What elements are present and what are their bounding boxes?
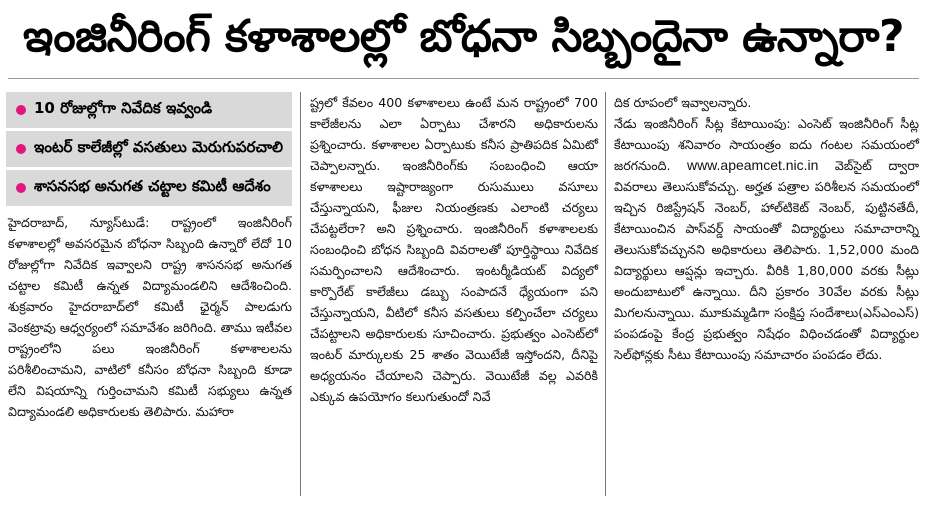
pink-bullet-icon — [16, 183, 26, 193]
highlight-text: 10 రోజుల్లోగా నివేదిక ఇవ్వండి — [34, 99, 213, 117]
highlight-text: శాసనసభ అనుగత చట్టాల కమిటీ ఆదేశం — [34, 177, 271, 195]
highlight-text: ఇంటర్ కాలేజీల్లో వసతులు మెరుగుపరచాలి — [34, 138, 283, 156]
headline-divider — [8, 78, 919, 79]
website-url: www.apeamcet.nic.in — [686, 157, 819, 173]
column-2-text: ష్ట్రలో కేవలం 400 కళాశాలలు ఉంటే మన రాష్ట్రంలో 700 కాలేజీలను ఎలా ఏర్పాటు చేశారని అధికారులను ప్రశ్నించారు. కళాశాలల ఏర్పాటుకు కనీస ప్రాతిపదిక ఏమిటో చెప్పాలన్నారు. ఇంజినీరింగ్‌కు సంబంధించి ఆయా కళాశాలలు ఇష్టారాజ్యంగా రుసుములు వసూలు చేస్తున్నాయని, ఫీజుల నియంత్రణకు ఎలాంటి చర్యలు చేపట్టలేరా? అని ప్రశ్నించారు. ఇంజినీరింగ్ కళాశాలలకు సంబంధించి బోధన సిబ్బంది వివరాలతో పూర్తిస్థాయి నివేదిక సమర్పించాలని ఆదేశించారు. ఇంటర్మీడియట్ విద్యలో కార్పొరేట్ కాలేజీలు డబ్బు సంపాదనే ధ్యేయంగా పని చేస్తున్నాయని, వీటిలో కనీస వసతులు కల్పించేలా చర్యలు చేపట్టాలని అధికారులకు సూచించారు. ప్రభుత్వం ఎంసెట్‌లో ఇంటర్ మార్కులకు 25 శాతం వెయిటేజీ ఇస్తోందని, దీనిపై అధ్యయనం చేయాలని చెప్పారు. వెయిటేజీ వల్ల ఎవరికి ఎక్కువ ఉపయోగం కలుగుతుందో నివే — [310, 95, 598, 404]
article-column-1 — [8, 212, 292, 422]
article-column-3 — [614, 92, 919, 365]
highlight-item — [6, 170, 292, 206]
column-1-text: హైదరాబాద్, న్యూస్‌టుడే: రాష్ట్రంలో ఇంజినీరింగ్ కళాశాలల్లో అవసరమైన బోధనా సిబ్బంది ఉన్నారో లేదో 10 రోజుల్లోగా నివేదిక ఇవ్వాలని రాష్ట్ర శాసనసభ అనుగత చట్టాల కమిటీ ఉన్నత విద్యామండలిని ఆదేశించింది. శుక్రవారం హైదరాబాద్‌లో కమిటీ ఛైర్మన్ పాలడుగు వెంకట్రావు ఆధ్వర్యంలో సమావేశం జరిగింది. తాము ఇటీవల రాష్ట్రంలోని పలు ఇంజినీరింగ్ కళాశాలలను పరిశీలించామని, వాటిలో కనీసం బోధనా సిబ్బంది కూడా లేని విషయాన్ని గుర్తించామని కమిటీ సభ్యులు ఉన్నత విద్యామండలి అధికారులకు తెలిపారు. మహారా — [8, 215, 292, 419]
headline: ఇంజినీరింగ్ కళాశాలల్లో బోధనా సిబ్బందైనా ఉన్నారా? — [23, 11, 904, 62]
seat-allocation-intro: నేడు ఇంజినీరింగ్ సీట్ల కేటాయింపు: ఎంసెట్ ఇంజినీరింగ్ సీట్ల కేటాయింపు శనివారం సాయంత్రం ఐదు గంటల సమయంలో జరగనుంది. — [614, 116, 919, 173]
column-3-para-1: దిక రూపంలో ఇవ్వాలన్నారు. — [614, 95, 752, 110]
pink-bullet-icon — [16, 144, 26, 154]
column-divider — [605, 92, 606, 496]
highlight-item — [6, 92, 292, 128]
highlights-box — [6, 92, 292, 212]
column-3-para-2 — [614, 113, 919, 365]
article-column-2 — [310, 92, 598, 407]
highlight-item — [6, 131, 292, 167]
seat-allocation-details: వెబ్‌సైట్ ద్వారా వివరాలు తెలుసుకోవచ్చు. అర్హత పత్రాల పరిశీలన సమయంలో ఇచ్చిన రిజిస్ట్రేషన్ నెంబర్, హాల్‌టికెట్ నెంబర్, పుట్టినతేదీ, కేటాయించిన పాస్‌వర్డ్ సాయంతో విద్యార్థులు సమాచారాన్ని తెలుసుకోవచ్చునని అధికారులు తెలిపారు. 1,52,000 మంది విద్యార్థులు ఆప్షన్లు ఇచ్చారు. వీరికి 1,80,000 వరకు సీట్లు అందుబాటులో ఉన్నాయి. దీని ప్రకారం 30వేల వరకు సీట్లు మిగలనున్నాయి. మూకుమ్మడిగా సంక్షిప్త సందేశాలు(ఎస్ఎంఎస్) పంపడంపై కేంద్ర ప్రభుత్వం నిషేధం విధించడంతో విద్యార్థుల సెల్‌ఫోన్లకు సీటు కేటాయింపు సమాచారం పంపడం లేదు. — [614, 158, 919, 362]
pink-bullet-icon — [16, 105, 26, 115]
column-divider — [300, 92, 301, 496]
